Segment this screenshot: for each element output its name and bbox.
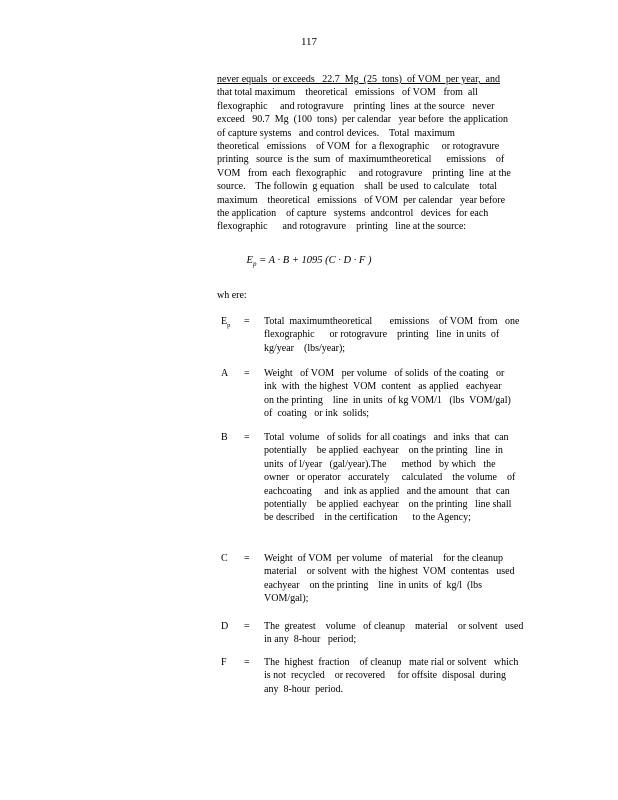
- equals-sign: =: [244, 657, 250, 668]
- paragraph-line: the application of capture systems andcontrol devices for each: [217, 207, 489, 219]
- definition-symbol: F: [221, 657, 227, 668]
- paragraph-line: maximum theoretical emissions of VOM per calendar year before: [217, 194, 506, 206]
- equals-sign: =: [244, 368, 250, 379]
- paragraph-line: source. The followin g equation shall be used to calculate total: [217, 181, 498, 193]
- paragraph-line: that total maximum theoretical emissions of VOM from all: [217, 87, 478, 99]
- paragraph-line: flexographic and rotogravure printing line at the source:: [217, 221, 467, 233]
- paragraph-line: theoretical emissions of VOM for a flexographic or rotogravure: [217, 140, 500, 152]
- paragraph-line: of capture systems and control devices. Total maximum: [217, 127, 455, 139]
- definition-text: Weight of VOM per volume of material for the cleanup material or solvent with the highest VOM contentas used eachyear on the printing line in units of kg/l (lbs VOM/gal);: [264, 553, 515, 605]
- definition-text: Weight of VOM per volume of solids of the coating or ink with the highest VOM content as applied eachyear on the printing line in units of kg VOM/1 (lbs VOM/gal) of coating or ink solids;: [264, 368, 511, 420]
- equals-sign: =: [244, 621, 250, 632]
- paragraph-line: flexographic and rotogravure printing lines at the source never: [217, 100, 495, 112]
- definition-symbol: C: [221, 553, 228, 564]
- body-paragraph: [217, 73, 535, 234]
- definition-symbol: A: [221, 368, 229, 379]
- page-number: 117: [300, 36, 318, 48]
- definition-symbol: D: [221, 621, 229, 632]
- paragraph-line: exceed 90.7 Mg (100 tons) per calendar year before the application: [217, 114, 508, 126]
- equation-rhs: = A · B + 1095 (C · D · F ): [256, 255, 372, 266]
- definition-text: The greatest volume of cleanup material or solvent used in any 8-hour period;: [264, 621, 524, 646]
- equals-sign: =: [244, 553, 250, 564]
- definition-symbol: $E_p$: [221, 316, 231, 329]
- paragraph-line: never equals or exceeds 22.7 Mg (25 tons) of VOM per year, and: [217, 74, 500, 85]
- definition-symbol: B: [221, 432, 228, 443]
- definition-text: Total maximumtheoretical emissions of VOM from one flexographic or rotogravure printing line in units of kg/year (lbs/year);: [264, 316, 520, 354]
- equals-sign: =: [244, 316, 250, 327]
- equation-lhs: E: [246, 255, 253, 266]
- definition-text: Total volume of solids for all coatings and inks that can potentially be applied eachyear on the printing line in units of l/year (gal/year).The method by which the owner or operator accurately calculated the volume of eachcoating and ink as applied and the amount that can potentially be applied eachyear on the printing line shall be described in the certification to the Agency;: [264, 432, 516, 524]
- paragraph-line: printing source is the sum of maximumtheoretical emissions of: [217, 154, 505, 166]
- equation-lhs-subscript: p: [252, 260, 257, 269]
- emissions-equation: [0, 255, 618, 268]
- paragraph-line: VOM from each flexographic and rotogravure printing line at the: [217, 167, 511, 179]
- definition-text: The highest fraction of cleanup mate rial or solvent which is not recycled or recovered for offsite disposal during any 8-hour period.: [264, 657, 519, 695]
- where-label: wh ere:: [217, 290, 247, 301]
- equals-sign: =: [244, 432, 250, 443]
